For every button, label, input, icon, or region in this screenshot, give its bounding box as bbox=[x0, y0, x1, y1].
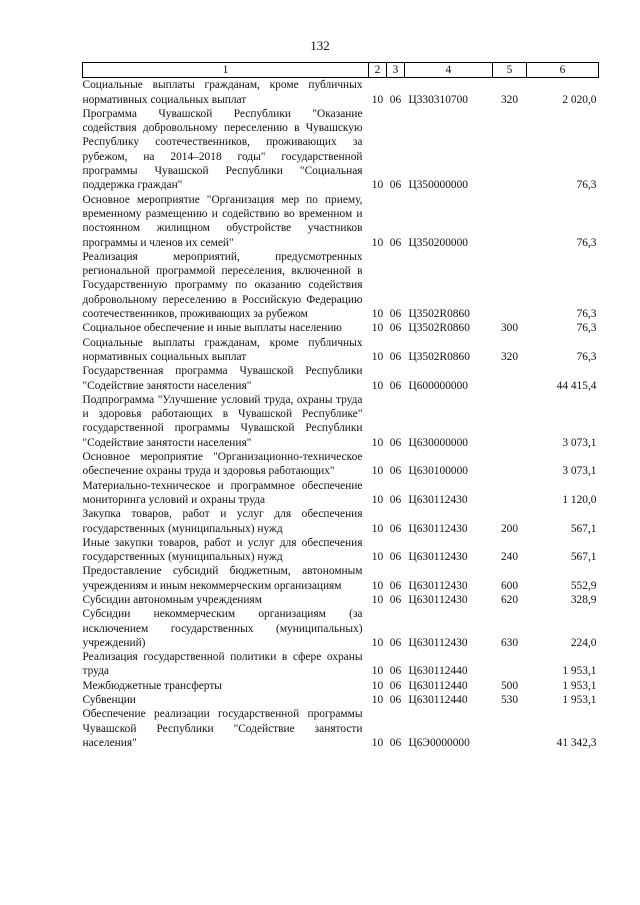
table-body bbox=[83, 78, 599, 750]
row-amount: 552,9 bbox=[570, 579, 597, 592]
row-amount: 567,1 bbox=[570, 551, 597, 564]
table-row bbox=[83, 78, 599, 107]
row-name: Межбюджетные трансферты bbox=[82, 679, 222, 692]
row-section: 10 bbox=[371, 436, 384, 449]
row-amount: 44 415,4 bbox=[556, 379, 597, 392]
table-row bbox=[83, 393, 599, 450]
row-amount: 1 953,1 bbox=[562, 679, 597, 692]
row-target-article: Ц630112430 bbox=[408, 551, 468, 564]
table-row bbox=[83, 593, 599, 607]
row-section: 10 bbox=[371, 308, 384, 321]
row-section: 10 bbox=[371, 636, 384, 649]
row-expense-type: 200 bbox=[500, 522, 519, 535]
header-col-5: 5 bbox=[493, 63, 527, 78]
row-amount: 76,3 bbox=[576, 350, 597, 363]
row-subsection: 06 bbox=[389, 493, 402, 506]
row-amount: 76,3 bbox=[576, 179, 597, 192]
row-subsection: 06 bbox=[389, 694, 402, 707]
row-expense-type: 240 bbox=[500, 551, 519, 564]
row-target-article: Ц350000000 bbox=[408, 179, 468, 192]
row-section: 10 bbox=[371, 350, 384, 363]
row-section: 10 bbox=[371, 694, 384, 707]
row-subsection: 06 bbox=[389, 736, 402, 749]
row-target-article: Ц630112430 bbox=[408, 636, 468, 649]
table-header-row bbox=[83, 63, 599, 78]
row-section: 10 bbox=[371, 593, 384, 606]
row-amount: 328,9 bbox=[570, 593, 597, 606]
table-row bbox=[83, 679, 599, 693]
row-target-article: Ц350200000 bbox=[408, 236, 468, 249]
row-amount: 3 073,1 bbox=[562, 465, 597, 478]
row-target-article: Ц6Э0000000 bbox=[408, 736, 470, 749]
row-amount: 41 342,3 bbox=[556, 736, 597, 749]
row-section: 10 bbox=[371, 93, 384, 106]
row-expense-type bbox=[493, 193, 527, 250]
header-col-4: 4 bbox=[405, 63, 493, 78]
row-amount: 76,3 bbox=[576, 236, 597, 249]
row-section: 10 bbox=[371, 736, 384, 749]
row-target-article: Ц330310700 bbox=[408, 93, 468, 106]
row-section: 10 bbox=[371, 665, 384, 678]
row-subsection: 06 bbox=[389, 436, 402, 449]
row-expense-type: 530 bbox=[500, 694, 519, 707]
table-row bbox=[83, 564, 599, 593]
row-expense-type bbox=[493, 250, 527, 321]
row-section: 10 bbox=[371, 551, 384, 564]
row-expense-type bbox=[493, 707, 527, 750]
table-row bbox=[83, 479, 599, 508]
row-name: Подпрограмма "Улучшение условий труда, охраны труда и здоровья работающих в Чувашской Республике" государственной программы Чувашской Республики "Содействие занятости населения" bbox=[82, 393, 363, 449]
row-subsection: 06 bbox=[389, 350, 402, 363]
table-row bbox=[83, 336, 599, 365]
table-row bbox=[83, 536, 599, 565]
row-section: 10 bbox=[371, 493, 384, 506]
row-amount: 76,3 bbox=[576, 322, 597, 335]
row-expense-type bbox=[493, 393, 527, 450]
row-name: Реализация мероприятий, предусмотренных региональной программой переселения, включенной в Государственную программу по оказанию содействия добровольному переселению в Российскую Федерацию соотечественников, проживающих за рубежом bbox=[82, 250, 363, 321]
row-subsection: 06 bbox=[389, 636, 402, 649]
row-target-article: Ц630112430 bbox=[408, 579, 468, 592]
row-expense-type: 620 bbox=[500, 593, 519, 606]
header-col-1: 1 bbox=[83, 63, 369, 78]
table-row bbox=[83, 364, 599, 393]
row-section: 10 bbox=[371, 179, 384, 192]
table-row bbox=[83, 250, 599, 321]
row-amount: 3 073,1 bbox=[562, 436, 597, 449]
row-expense-type: 500 bbox=[500, 679, 519, 692]
row-name: Закупка товаров, работ и услуг для обеспечения государственных (муниципальных) нужд bbox=[82, 508, 363, 535]
row-subsection: 06 bbox=[389, 593, 402, 606]
row-target-article: Ц600000000 bbox=[408, 379, 468, 392]
header-col-2: 2 bbox=[369, 63, 387, 78]
row-expense-type: 600 bbox=[500, 579, 519, 592]
row-name: Материально-техническое и программное обеспечение мониторинга условий и охраны труда bbox=[82, 479, 363, 506]
row-name: Обеспечение реализации государственной программы Чувашской Республики "Содействие занятости населения" bbox=[82, 708, 363, 749]
row-name: Социальные выплаты гражданам, кроме публичных нормативных социальных выплат bbox=[82, 79, 363, 106]
row-name: Реализация государственной политики в сфере охраны труда bbox=[82, 651, 363, 678]
table-row bbox=[83, 450, 599, 479]
row-amount: 1 953,1 bbox=[562, 665, 597, 678]
row-name: Основное мероприятие "Организация мер по приему, временному размещению и содействию во временном и постоянном жилищном обустройстве участников программы и членов их семей" bbox=[82, 193, 363, 249]
row-name: Социальные выплаты гражданам, кроме публичных нормативных социальных выплат bbox=[82, 336, 363, 363]
row-target-article: Ц3502R0860 bbox=[408, 350, 470, 363]
header-col-6: 6 bbox=[527, 63, 599, 78]
row-section: 10 bbox=[371, 465, 384, 478]
row-name: Иные закупки товаров, работ и услуг для обеспечения государственных (муниципальных) нужд bbox=[82, 536, 363, 564]
row-section: 10 bbox=[371, 679, 384, 692]
row-target-article: Ц630100000 bbox=[408, 465, 468, 478]
row-expense-type: 300 bbox=[500, 322, 519, 335]
row-expense-type: 320 bbox=[500, 350, 519, 363]
header-col-3: 3 bbox=[387, 63, 405, 78]
row-section: 10 bbox=[371, 236, 384, 249]
row-target-article: Ц3502R0860 bbox=[408, 322, 470, 335]
row-amount: 1 120,0 bbox=[562, 493, 597, 506]
table-row bbox=[83, 607, 599, 650]
row-target-article: Ц630112430 bbox=[408, 493, 468, 506]
row-subsection: 06 bbox=[389, 93, 402, 106]
row-amount: 76,3 bbox=[576, 308, 597, 321]
row-name: Субвенции bbox=[82, 694, 136, 707]
row-target-article: Ц630112440 bbox=[408, 679, 468, 692]
table-row bbox=[83, 507, 599, 536]
row-subsection: 06 bbox=[389, 179, 402, 192]
row-target-article: Ц630112430 bbox=[408, 593, 468, 606]
row-subsection: 06 bbox=[389, 551, 402, 564]
row-amount: 567,1 bbox=[570, 522, 597, 535]
row-subsection: 06 bbox=[389, 322, 402, 335]
table-row bbox=[83, 650, 599, 679]
row-section: 10 bbox=[371, 322, 384, 335]
row-expense-type bbox=[493, 479, 527, 508]
row-name: Предоставление субсидий бюджетным, автономным учреждениям и иным некоммерческим организациям bbox=[82, 565, 363, 592]
row-section: 10 bbox=[371, 579, 384, 592]
table-row bbox=[83, 693, 599, 707]
row-subsection: 06 bbox=[389, 665, 402, 678]
row-amount: 224,0 bbox=[570, 636, 597, 649]
row-amount: 1 953,1 bbox=[562, 694, 597, 707]
row-name: Субсидии автономным учреждениям bbox=[82, 593, 262, 606]
row-subsection: 06 bbox=[389, 679, 402, 692]
row-name: Программа Чувашской Республики "Оказание содействия добровольному переселению в Чувашскую Республику соотечественников, проживающих за рубежом, на 2014–2018 годы" государственной программы Чувашской Республики "Социальная поддержка граждан" bbox=[82, 107, 363, 192]
row-expense-type bbox=[493, 450, 527, 479]
row-name: Основное мероприятие "Организационно-техническое обеспечение охраны труда и здоровья работающих" bbox=[82, 451, 363, 478]
row-subsection: 06 bbox=[389, 236, 402, 249]
table-row bbox=[83, 107, 599, 193]
row-name: Государственная программа Чувашской Республики "Содействие занятости населения" bbox=[82, 365, 363, 392]
row-expense-type: 320 bbox=[500, 93, 519, 106]
table-row bbox=[83, 321, 599, 335]
row-target-article: Ц3502R0860 bbox=[408, 308, 470, 321]
page-number: 132 bbox=[310, 38, 330, 53]
row-subsection: 06 bbox=[389, 379, 402, 392]
row-amount: 2 020,0 bbox=[562, 93, 597, 106]
row-subsection: 06 bbox=[389, 308, 402, 321]
row-subsection: 06 bbox=[389, 579, 402, 592]
row-target-article: Ц630112440 bbox=[408, 665, 468, 678]
row-name: Субсидии некоммерческим организациям (за исключением государственных (муниципальных) учреждений) bbox=[82, 608, 363, 649]
row-name: Социальное обеспечение и иные выплаты населению bbox=[82, 322, 342, 335]
row-target-article: Ц630112440 bbox=[408, 694, 468, 707]
row-section: 10 bbox=[371, 379, 384, 392]
row-subsection: 06 bbox=[389, 522, 402, 535]
row-expense-type bbox=[493, 364, 527, 393]
row-expense-type bbox=[493, 107, 527, 193]
row-expense-type: 630 bbox=[500, 636, 519, 649]
row-target-article: Ц630000000 bbox=[408, 436, 468, 449]
row-subsection: 06 bbox=[389, 465, 402, 478]
row-section: 10 bbox=[371, 522, 384, 535]
row-target-article: Ц630112430 bbox=[408, 522, 468, 535]
budget-table bbox=[82, 62, 599, 750]
row-expense-type bbox=[493, 650, 527, 679]
table-row bbox=[83, 193, 599, 250]
table-row bbox=[83, 707, 599, 750]
